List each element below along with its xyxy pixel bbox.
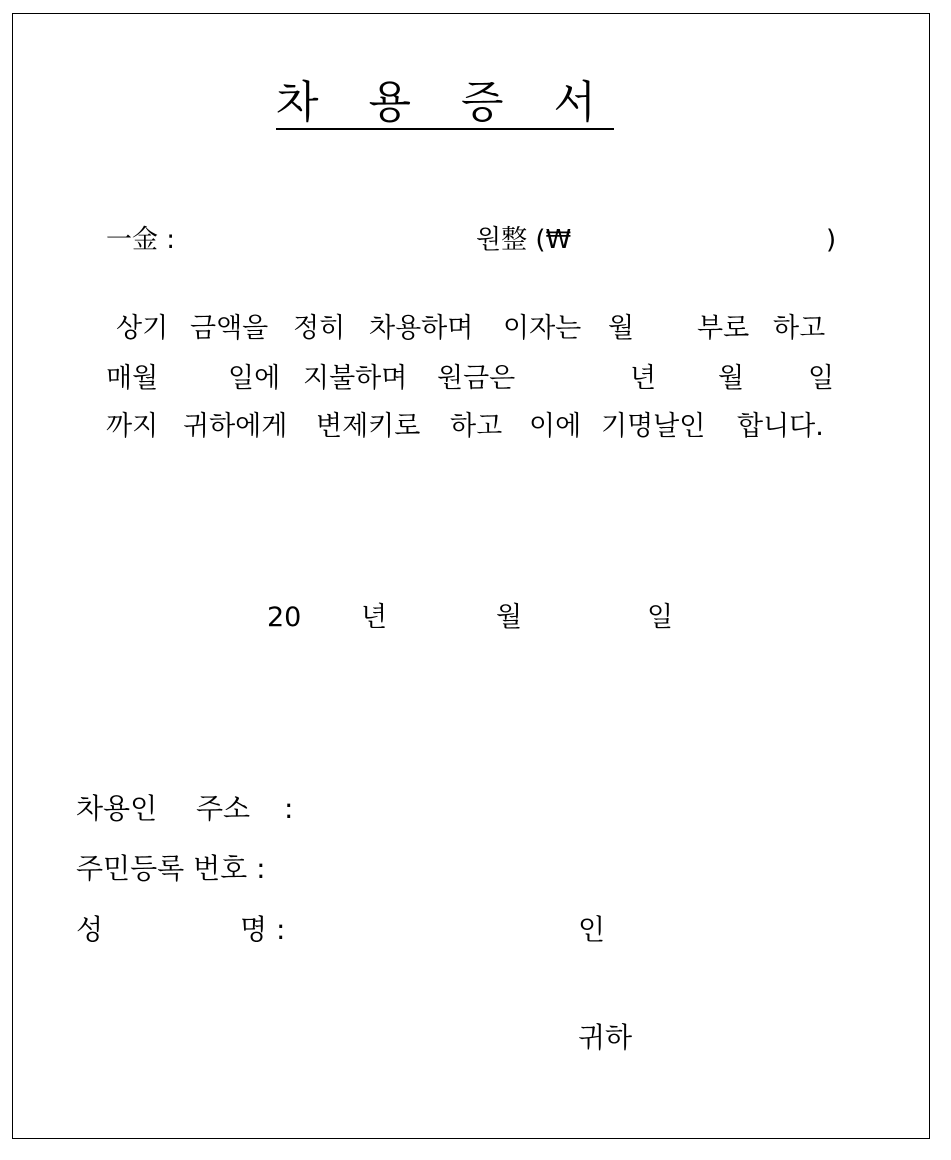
body-line3-word: 귀하에게 [183,411,288,442]
borrower-name-label-suffix: 명 : [240,913,286,946]
body-line3-word: 까지 [106,411,159,442]
date-day-label: 일 [647,602,674,633]
body-line1-word: 이자는 [503,313,582,344]
document-page [12,13,930,1139]
date-month-label: 월 [496,602,523,633]
body-line3-word: 기명날인 [601,411,706,442]
document-title: 차 용 증 서 [276,77,614,128]
body-line1-word: 부로 [697,313,750,344]
body-line1-word: 차용하며 [369,313,474,344]
body-line2-word: 지불하며 [303,363,408,394]
amount-close-paren: ) [826,225,837,255]
body-line3-word: 하고 [450,411,503,442]
body-line1-word: 월 [608,313,635,344]
body-line3-word: 이에 [529,411,582,442]
body-line3-word: 합니다. [737,411,824,442]
seal-mark: 인 [578,913,606,946]
date-year-prefix: 20 [267,602,302,633]
body-line2-word: 년 [630,363,657,394]
borrower-address-label: 차용인 [76,792,158,825]
body-line2-word: 월 [718,363,745,394]
body-line3-word: 변제키로 [316,411,421,442]
borrower-address-label-suffix: 주소 [196,792,251,825]
borrower-id-label: 주민등록 번호 : [76,852,266,885]
body-line1-word: 금액을 [190,313,269,344]
body-line2-word: 일에 [228,363,281,394]
amount-won-suffix: 원整 (₩ [476,225,572,255]
body-line2-word: 일 [808,363,835,394]
body-line1-word: 정히 [293,313,346,344]
date-year-label: 년 [361,602,388,633]
body-line1-word: 상기 [116,313,169,344]
body-line2-word: 매월 [106,363,159,394]
amount-label: 一金 : [106,225,176,255]
borrower-name-label: 성 [76,913,104,946]
borrower-address-colon: : [284,792,294,825]
recipient-label: 귀하 [578,1021,633,1054]
body-line1-word: 하고 [773,313,826,344]
body-line2-word: 원금은 [437,363,516,394]
